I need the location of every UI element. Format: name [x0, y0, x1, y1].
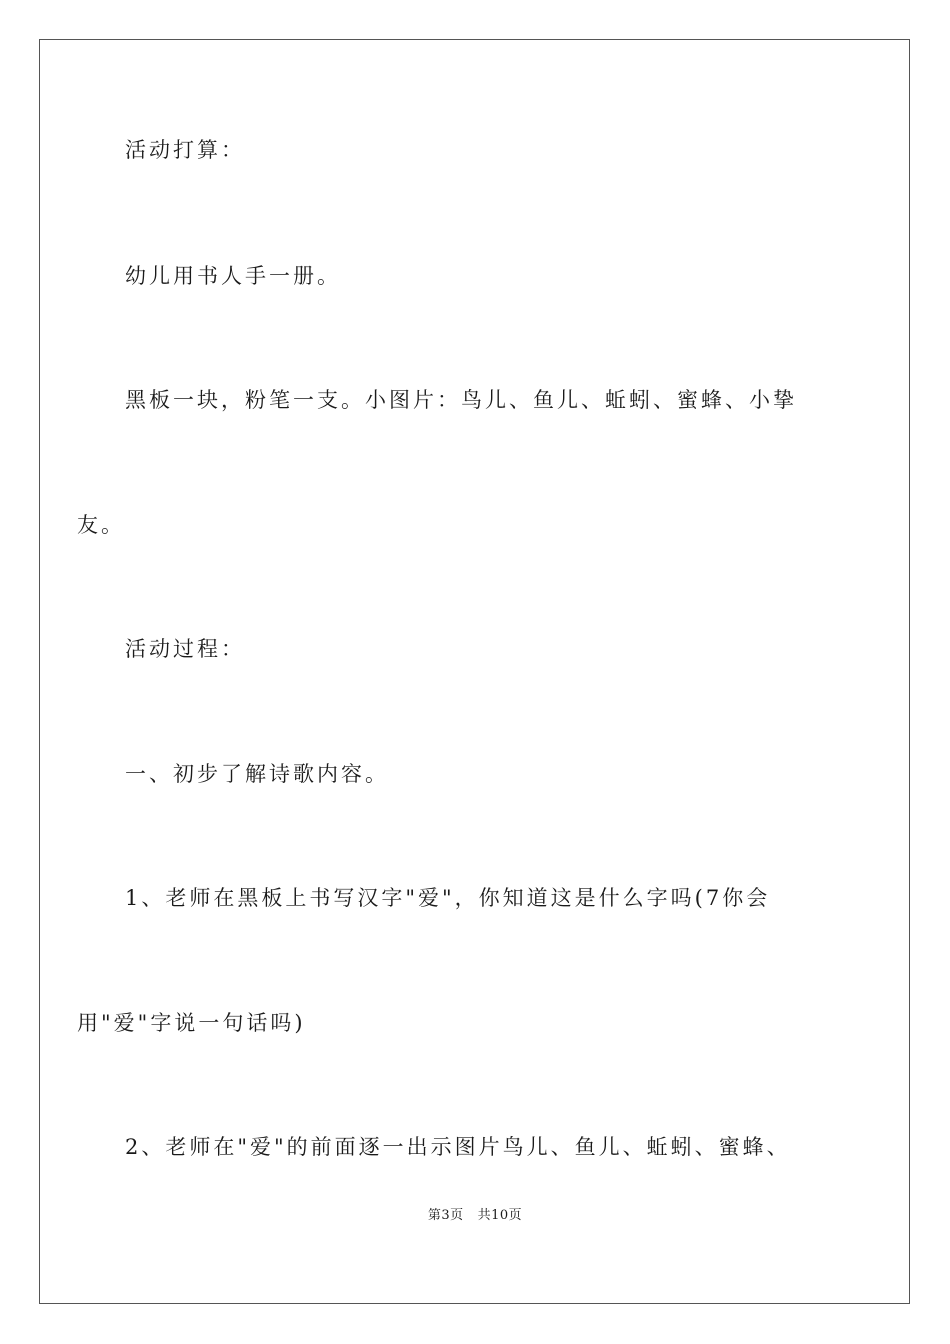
page-total: 共10页: [477, 1208, 523, 1223]
paragraph-materials: 黑板一块，粉笔一支。小图片：鸟儿、鱼儿、蚯蚓、蜜蜂、小挚: [125, 388, 797, 412]
paragraph-step-one-continued: 用"爱"字说一句话吗): [77, 1011, 306, 1035]
paragraph-materials-continued: 友。: [77, 513, 125, 537]
page-footer: [0, 1207, 950, 1225]
paragraph-activity-preparation: 活动打算：: [125, 138, 245, 162]
paragraph-section-one: 一、初步了解诗歌内容。: [125, 762, 389, 786]
paragraph-step-two: 2、老师在"爱"的前面逐一出示图片鸟儿、鱼儿、蚯蚓、蜜蜂、: [125, 1135, 791, 1159]
page-number: 第3页: [427, 1208, 464, 1223]
paragraph-activity-process: 活动过程：: [125, 637, 245, 661]
paragraph-children-books: 幼儿用书人手一册。: [125, 264, 341, 288]
page-border: [39, 39, 910, 1304]
paragraph-step-one: 1、老师在黑板上书写汉字"爱"，你知道这是什么字吗(7你会: [125, 886, 771, 910]
